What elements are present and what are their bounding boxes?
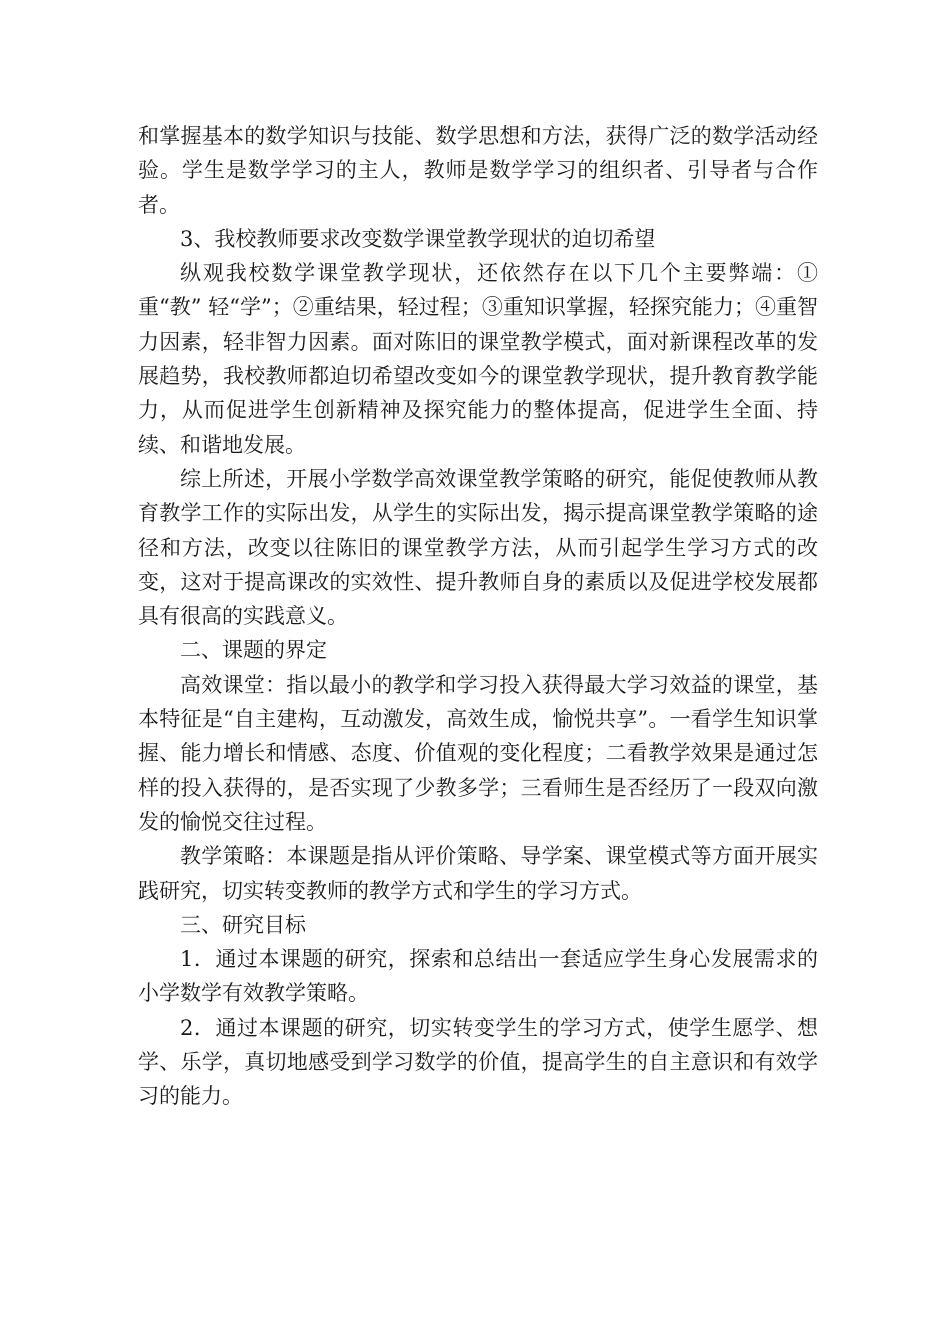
document-body: [138, 119, 818, 1114]
goal-item-1: 1．通过本课题的研究，探索和总结出一套适应学生身心发展需求的小学数学有效教学策略。: [138, 947, 818, 1006]
paragraph-current-situation: 纵观我校数学课堂教学现状，还依然存在以下几个主要弊端：①重“教” 轻“学”；②重结果，轻过程；③重知识掌握，轻探究能力；④重智力因素，轻非智力因素。面对陈旧的课堂教学模式，面对新课程改革的发展趋势，我校教师都迫切希望改变如今的课堂教学现状，提升教育教学能力，从而促进学生创新精神及探究能力的整体提高，促进学生全面、持续、和谐地发展。: [138, 261, 818, 457]
section-heading-goals: 三、研究目标: [180, 912, 306, 937]
paragraph-efficient-classroom: 高效课堂：指以最小的教学和学习投入获得最大学习效益的课堂，基本特征是“自主建构，互动激发，高效生成，愉悦共享”。一看学生知识掌握、能力增长和情感、态度、价值观的变化程度；二看教学效果是通过怎样的投入获得的，是否实现了少教多学；三看师生是否经历了一段双向激发的愉悦交往过程。: [138, 672, 818, 834]
subheading-3: 3、我校教师要求改变数学课堂教学现状的迫切希望: [180, 226, 656, 251]
goal-item-2: 2．通过本课题的研究，切实转变学生的学习方式，使学生愿学、想学、乐学，真切地感受到学习数学的价值，提高学生的自主意识和有效学习的能力。: [138, 1015, 818, 1109]
paragraph-continuation: 和掌握基本的数学知识与技能、数学思想和方法，获得广泛的数学活动经验。学生是数学学习的主人，教师是数学学习的组织者、引导者与合作者。: [138, 124, 818, 217]
section-heading-definition: 二、课题的界定: [180, 638, 327, 663]
paragraph-summary: 综上所述，开展小学数学高效课堂教学策略的研究，能促使教师从教育教学工作的实际出发，从学生的实际出发，揭示提高课堂教学策略的途径和方法，改变以往陈旧的课堂教学方法，从而引起学生学习方式的改变，这对于提高课改的实效性、提升教师自身的素质以及促进学校发展都具有很高的实践意义。: [138, 466, 818, 629]
paragraph-teaching-strategy: 教学策略：本课题是指从评价策略、导学案、课堂模式等方面开展实践研究，切实转变教师的教学方式和学生的学习方式。: [138, 844, 818, 903]
